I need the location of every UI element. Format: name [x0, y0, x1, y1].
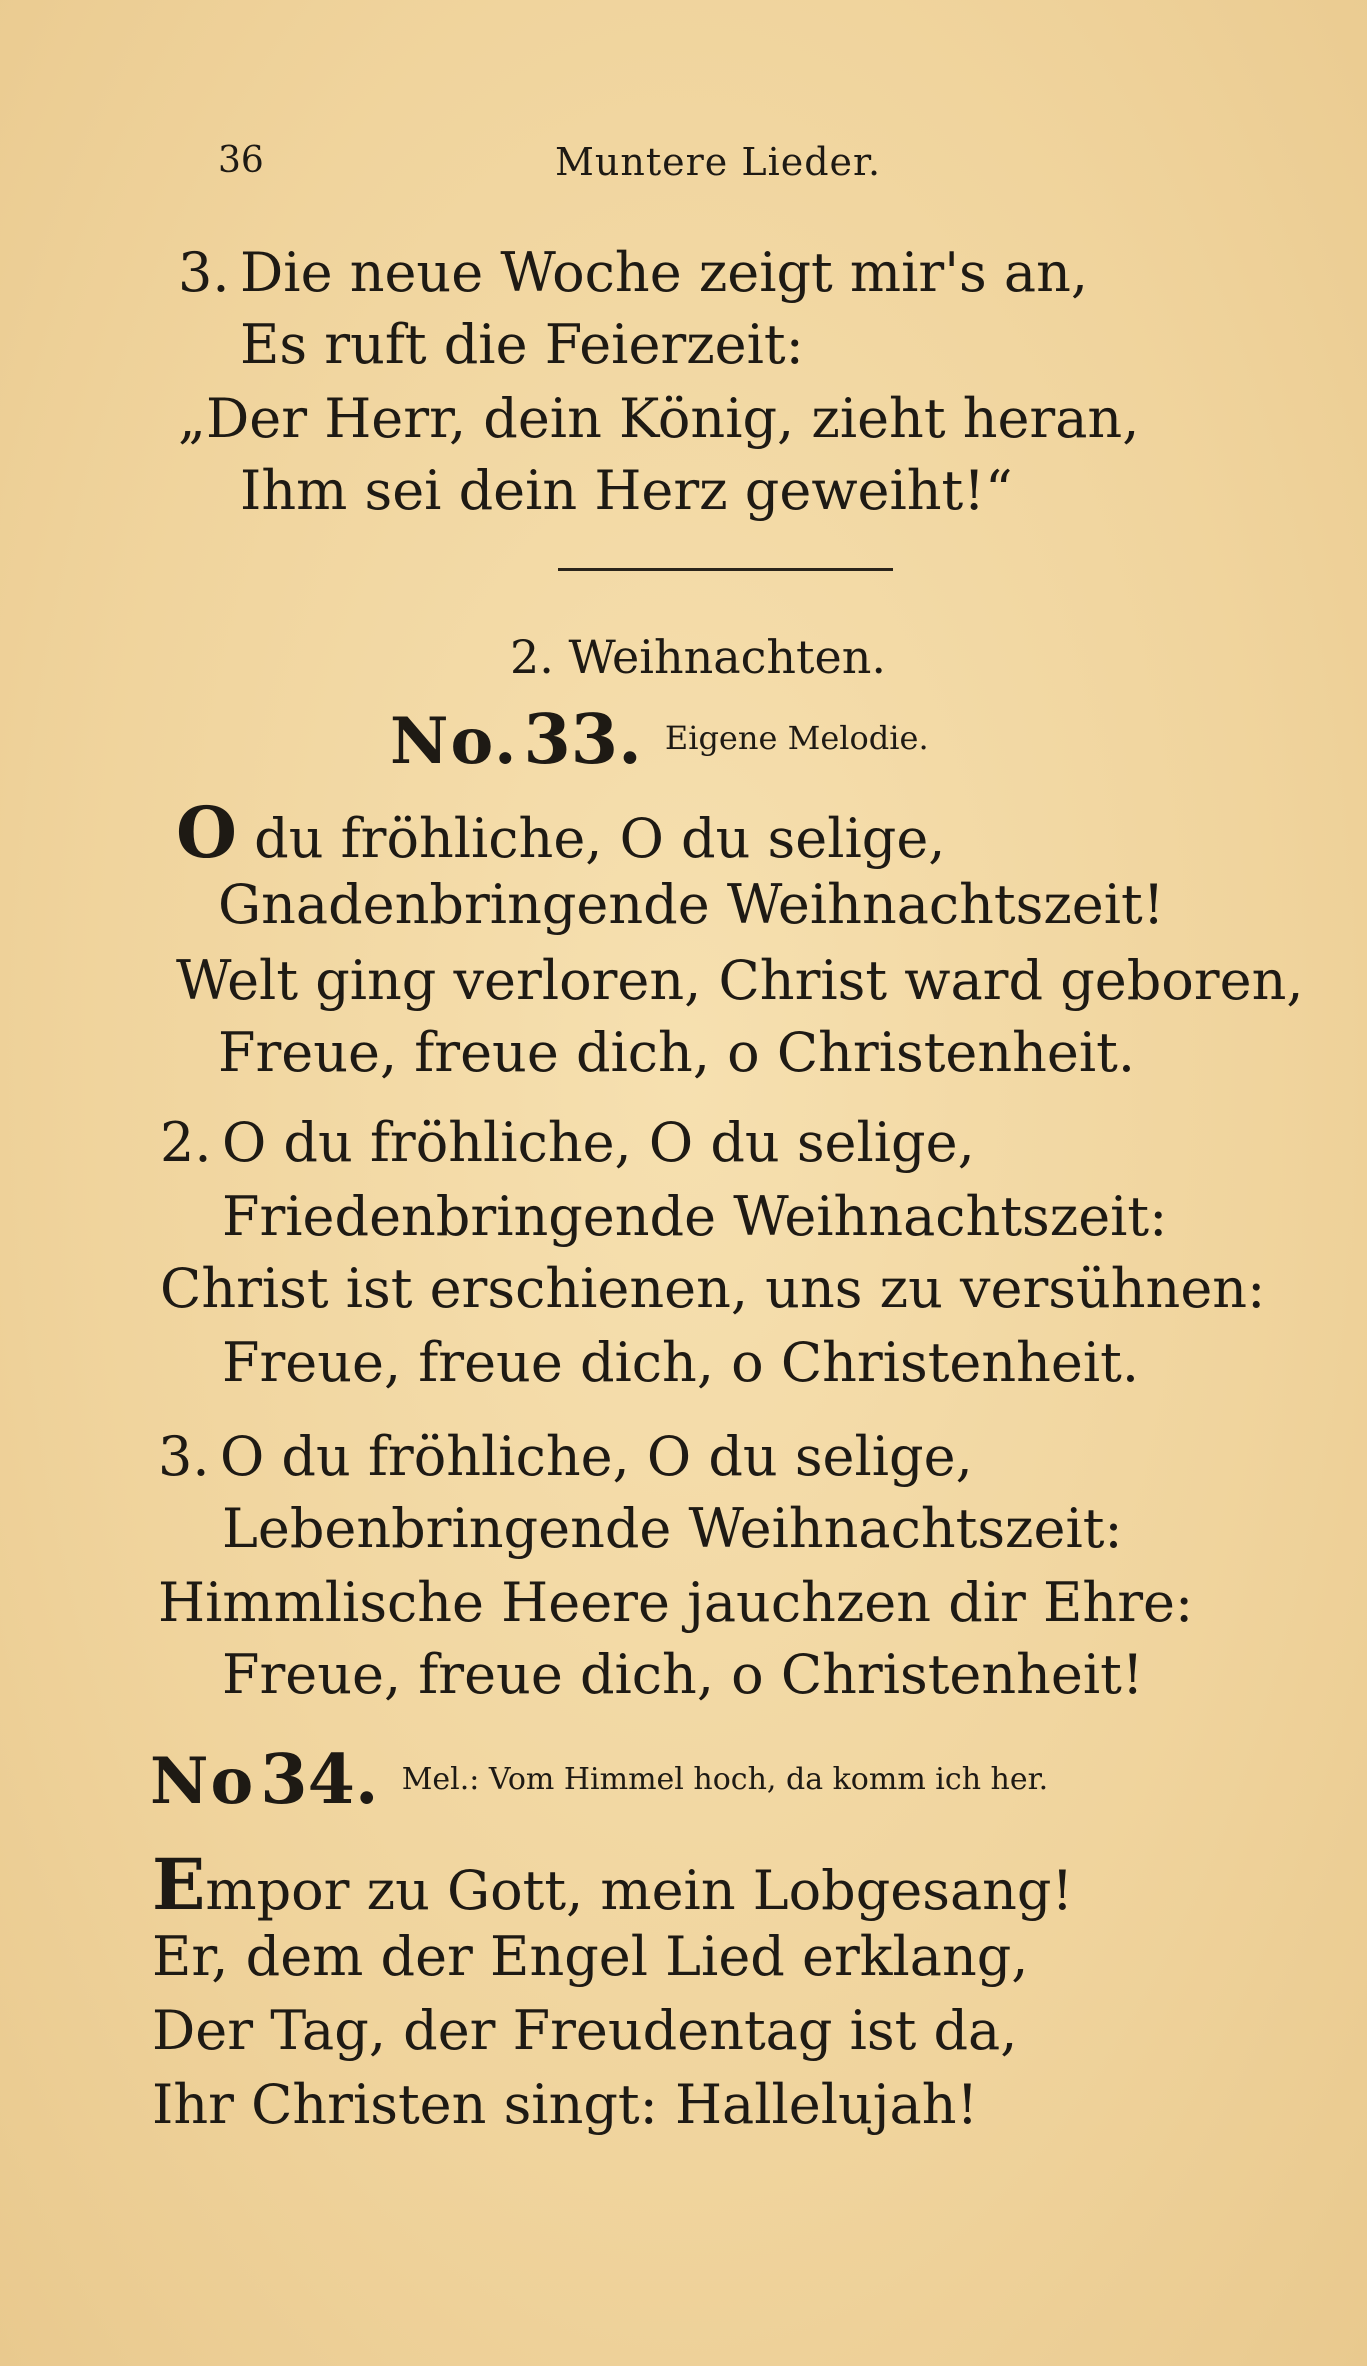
verse-line: Er, dem der Engel Lied erklang, [152, 1925, 1029, 1988]
verse-text: mpor zu Gott, mein Lobgesang! [205, 1859, 1074, 1922]
page-number: 36 [218, 140, 264, 181]
running-head: Muntere Lieder. [555, 140, 882, 184]
verse-line: Es ruft die Feierzeit: [240, 313, 804, 376]
verse-line: Freue, freue dich, o Christenheit. [218, 1021, 1136, 1084]
verse-number: 3. [158, 1425, 210, 1488]
verse-line: Der Tag, der Freudentag ist da, [152, 1999, 1018, 2062]
hymn-label: No. [390, 704, 519, 779]
drop-cap: O [176, 791, 237, 874]
verse-text: O du fröhliche, O du selige, [220, 1425, 973, 1488]
melody-note: Eigene Melodie. [664, 719, 929, 757]
verse-line: Friedenbringende Weihnachtszeit: [222, 1185, 1168, 1248]
verse-number: 3. [178, 241, 230, 304]
verse-line: Freue, freue dich, o Christenheit! [222, 1643, 1144, 1706]
verse-line: Ihm sei dein Herz geweiht!“ [240, 459, 1013, 522]
verse-line [160, 1110, 975, 1176]
section-title: 2. Weihnachten. [510, 630, 886, 684]
drop-cap: E [152, 1843, 206, 1926]
verse-line: Freue, freue dich, o Christenheit. [222, 1331, 1140, 1394]
verse-line: Welt ging verloren, Christ ward geboren, [176, 949, 1304, 1012]
verse-line: Himmlische Heere jauchzen dir Ehre: [158, 1571, 1194, 1634]
hymn-number: 34. [260, 1740, 379, 1820]
verse-line: Ihr Christen singt: Hallelujah! [152, 2073, 979, 2136]
page-header [0, 140, 1367, 190]
verse-number: 2. [160, 1111, 212, 1174]
hymn-heading-34 [150, 1740, 1048, 1820]
verse-line: Gnadenbringende Weihnachtszeit! [218, 873, 1165, 936]
verse-line [158, 1424, 973, 1490]
verse-line [152, 1843, 1074, 1926]
verse-line [178, 240, 1088, 306]
hymn-label: No [150, 1744, 256, 1819]
hymn-heading-33 [390, 700, 929, 780]
verse-text: O du fröhliche, O du selige, [222, 1111, 975, 1174]
verse-text: du fröhliche, O du selige, [254, 807, 946, 870]
verse-text: Die neue Woche zeigt mir's an, [240, 241, 1089, 304]
hymn-number: 33. [523, 700, 642, 780]
verse-line: „Der Herr, dein König, zieht heran, [178, 387, 1140, 450]
verse-line [176, 791, 946, 874]
verse-line: Christ ist erschienen, uns zu versühnen: [160, 1257, 1266, 1320]
melody-note: Mel.: Vom Himmel hoch, da komm ich her. [401, 1762, 1049, 1797]
section-divider [558, 568, 893, 571]
verse-line: Lebenbringende Weihnachtszeit: [222, 1497, 1123, 1560]
